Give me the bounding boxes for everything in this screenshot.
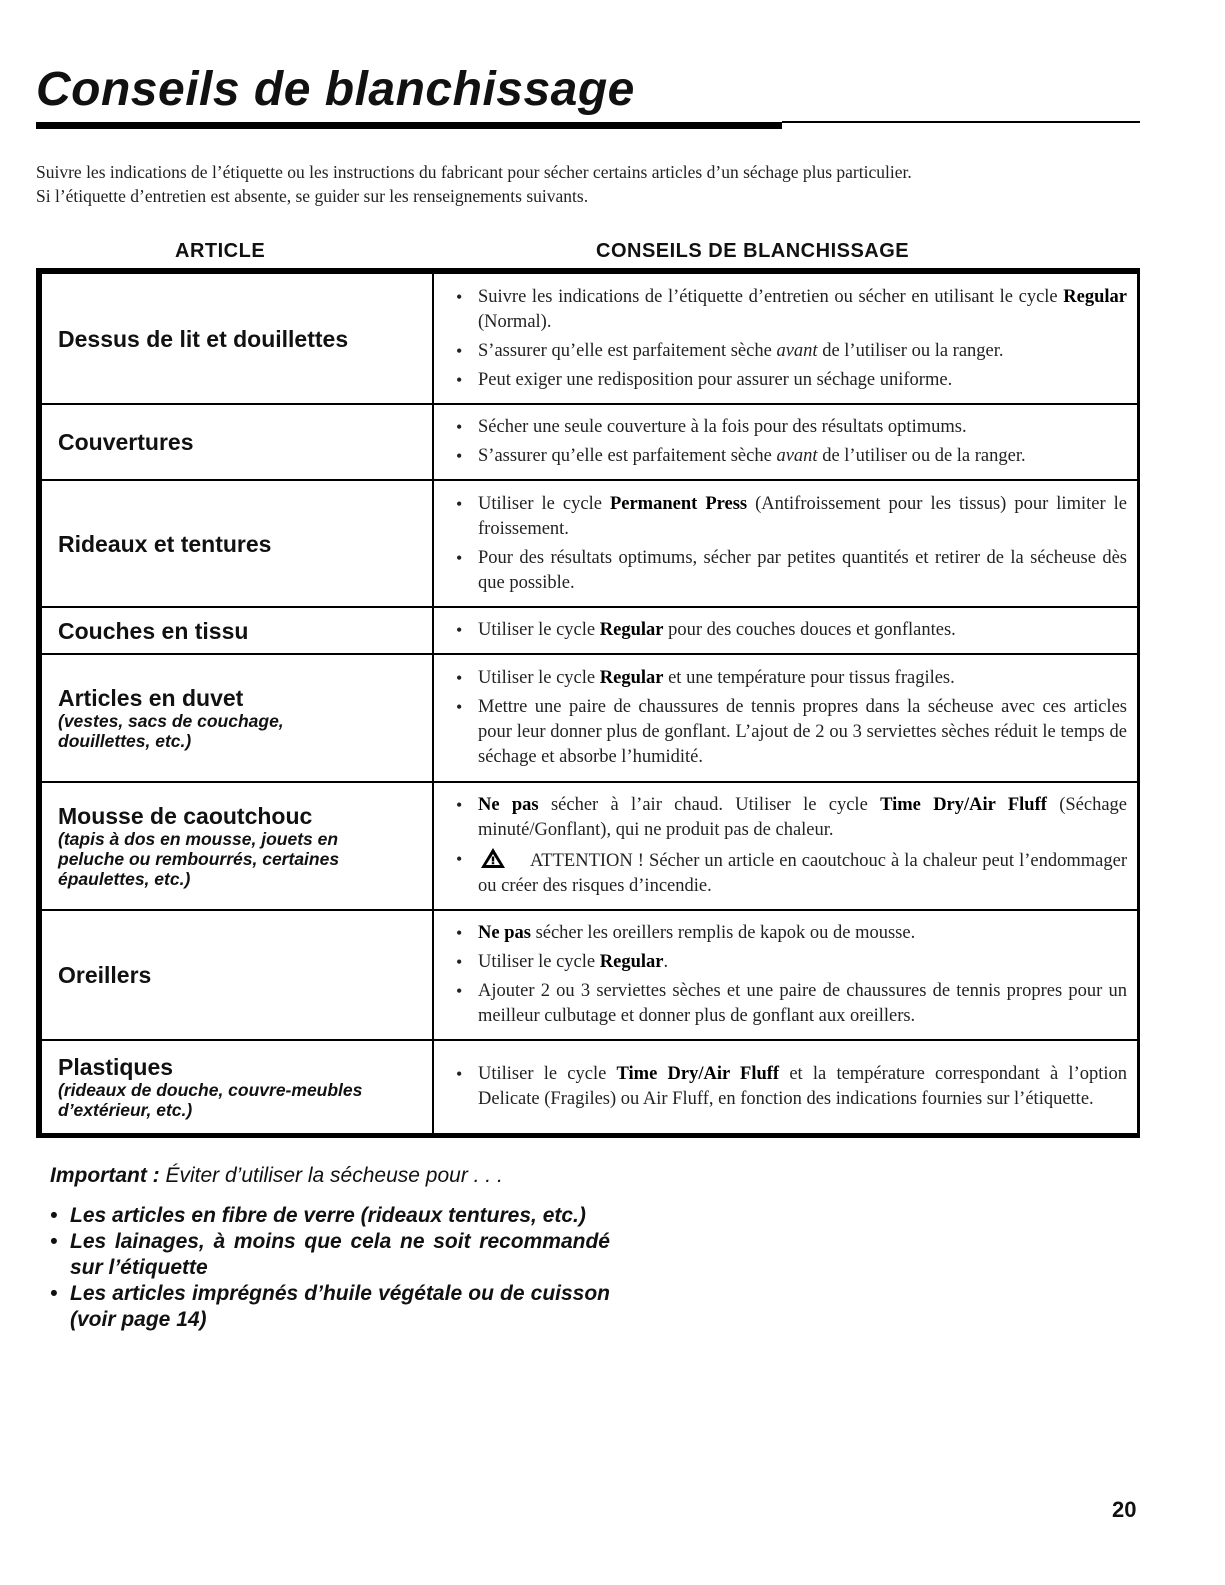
table-row bbox=[39, 910, 1139, 1040]
tip-item: • S’assurer qu’elle est parfaitement sèche avant de l’utiliser ou de la ranger. bbox=[456, 444, 1127, 469]
table-row bbox=[39, 607, 1139, 654]
warning-triangle-icon bbox=[480, 847, 506, 869]
tip-item: • Mettre une paire de chaussures de tennis propres dans la sécheuse avec ces articles pour leur donner plus de gonflant. L’ajout de 2 ou 3 serviettes sèches réduit le temps de séchage et absorbe l’humidité. bbox=[456, 695, 1127, 770]
page-title: Conseils de blanchissage bbox=[36, 63, 635, 116]
list-item: • Les articles imprégnés d’huile végétale ou de cuisson (voir page 14) bbox=[50, 1281, 610, 1333]
table-row bbox=[39, 782, 1139, 910]
article-name: Plastiques bbox=[58, 1053, 174, 1080]
table-row bbox=[39, 404, 1139, 480]
important-list bbox=[50, 1203, 610, 1333]
tip-item: • Utiliser le cycle Permanent Press (Antifroissement pour les tissus) pour limiter le froissement. bbox=[456, 492, 1127, 542]
article-cell bbox=[39, 910, 433, 1040]
article-name: Couches en tissu bbox=[58, 617, 249, 644]
tips-cell bbox=[433, 782, 1139, 910]
care-table bbox=[36, 268, 1140, 1138]
tips-cell bbox=[433, 607, 1139, 654]
tips-cell bbox=[433, 910, 1139, 1040]
tips-cell bbox=[433, 480, 1139, 607]
article-cell bbox=[39, 782, 433, 910]
article-subtitle: (vestes, sacs de couchage, douillettes, etc.) bbox=[58, 711, 284, 751]
column-header-article: ARTICLE bbox=[175, 240, 266, 262]
tip-item: • Pour des résultats optimums, sécher par petites quantités et retirer de la sécheuse dès que possible. bbox=[456, 546, 1127, 596]
important-note bbox=[50, 1163, 610, 1333]
article-name: Articles en duvet bbox=[58, 685, 244, 711]
intro-paragraph bbox=[36, 160, 1146, 208]
tip-item: • Ajouter 2 ou 3 serviettes sèches et une paire de chaussures de tennis propres pour un meilleur culbutage et donner plus de gonflant aux oreillers. bbox=[456, 979, 1127, 1029]
column-header-conseils: CONSEILS DE BLANCHISSAGE bbox=[596, 240, 910, 262]
article-subtitle: (rideaux de douche, couvre-meubles d’extérieur, etc.) bbox=[58, 1079, 363, 1120]
tip-item: • Utiliser le cycle Time Dry/Air Fluff et la température correspondant à l’option Delicate (Fragiles) ou Air Fluff, en fonction des indications fournies sur l’étiquette. bbox=[456, 1062, 1127, 1112]
article-name: Couvertures bbox=[58, 429, 194, 455]
tip-item: • Utiliser le cycle Regular. bbox=[456, 950, 1127, 975]
tip-item: • Utiliser le cycle Regular et une température pour tissus fragiles. bbox=[456, 666, 1127, 691]
article-name: Dessus de lit et douillettes bbox=[58, 325, 349, 352]
title-rule bbox=[36, 122, 782, 129]
article-name: Oreillers bbox=[58, 962, 152, 988]
article-cell bbox=[39, 271, 433, 404]
tip-item: • Utiliser le cycle Regular pour des couches douces et gonflantes. bbox=[456, 618, 1127, 643]
tip-item: • S’assurer qu’elle est parfaitement sèche avant de l’utiliser ou la ranger. bbox=[456, 339, 1127, 364]
table-row bbox=[39, 480, 1139, 607]
article-cell bbox=[39, 480, 433, 607]
tips-cell bbox=[433, 404, 1139, 480]
article-name: Mousse de caoutchouc bbox=[58, 803, 313, 829]
article-name: Rideaux et tentures bbox=[58, 530, 272, 557]
list-item: • Les articles en fibre de verre (rideaux tentures, etc.) bbox=[50, 1203, 610, 1229]
intro-line: Suivre les indications de l’étiquette ou les instructions du fabricant pour sécher certains articles d’un séchage plus particulier. bbox=[36, 162, 912, 182]
table-row bbox=[39, 271, 1139, 404]
intro-line: Si l’étiquette d’entretien est absente, se guider sur les renseignements suivants. bbox=[36, 186, 589, 206]
title-rule-thin bbox=[782, 121, 1140, 123]
tip-item: • Sécher une seule couverture à la fois pour des résultats optimums. bbox=[456, 415, 1127, 440]
tips-cell bbox=[433, 271, 1139, 404]
article-subtitle: (tapis à dos en mousse, jouets en peluche ou rembourrés, certaines épaulettes, etc.) bbox=[58, 829, 340, 889]
tip-item: • Peut exiger une redisposition pour assurer un séchage uniforme. bbox=[456, 368, 1127, 393]
page-number: 20 bbox=[1112, 1497, 1137, 1522]
tip-item: • Ne pas sécher les oreillers remplis de kapok ou de mousse. bbox=[456, 921, 1127, 946]
article-cell bbox=[39, 607, 433, 654]
table-row bbox=[39, 654, 1139, 782]
list-item: • Les lainages, à moins que cela ne soit recommandé sur l’étiquette bbox=[50, 1229, 610, 1281]
table-row bbox=[39, 1040, 1139, 1135]
tips-cell bbox=[433, 654, 1139, 782]
tips-cell bbox=[433, 1040, 1139, 1135]
article-cell bbox=[39, 404, 433, 480]
article-cell bbox=[39, 1040, 433, 1135]
important-heading: Important : Éviter d’utiliser la sécheuse pour . . . bbox=[50, 1164, 503, 1187]
tip-item: • Suivre les indications de l’étiquette d’entretien ou sécher en utilisant le cycle Regular (Normal). bbox=[456, 285, 1127, 335]
tip-item: • ATTENTION ! Sécher un article en caoutchouc à la chaleur peut l’endommager ou créer des risques d’incendie. bbox=[456, 847, 1127, 899]
article-cell bbox=[39, 654, 433, 782]
tip-item: • Ne pas sécher à l’air chaud. Utiliser le cycle Time Dry/Air Fluff (Séchage minuté/Gonflant), qui ne produit pas de chaleur. bbox=[456, 793, 1127, 843]
